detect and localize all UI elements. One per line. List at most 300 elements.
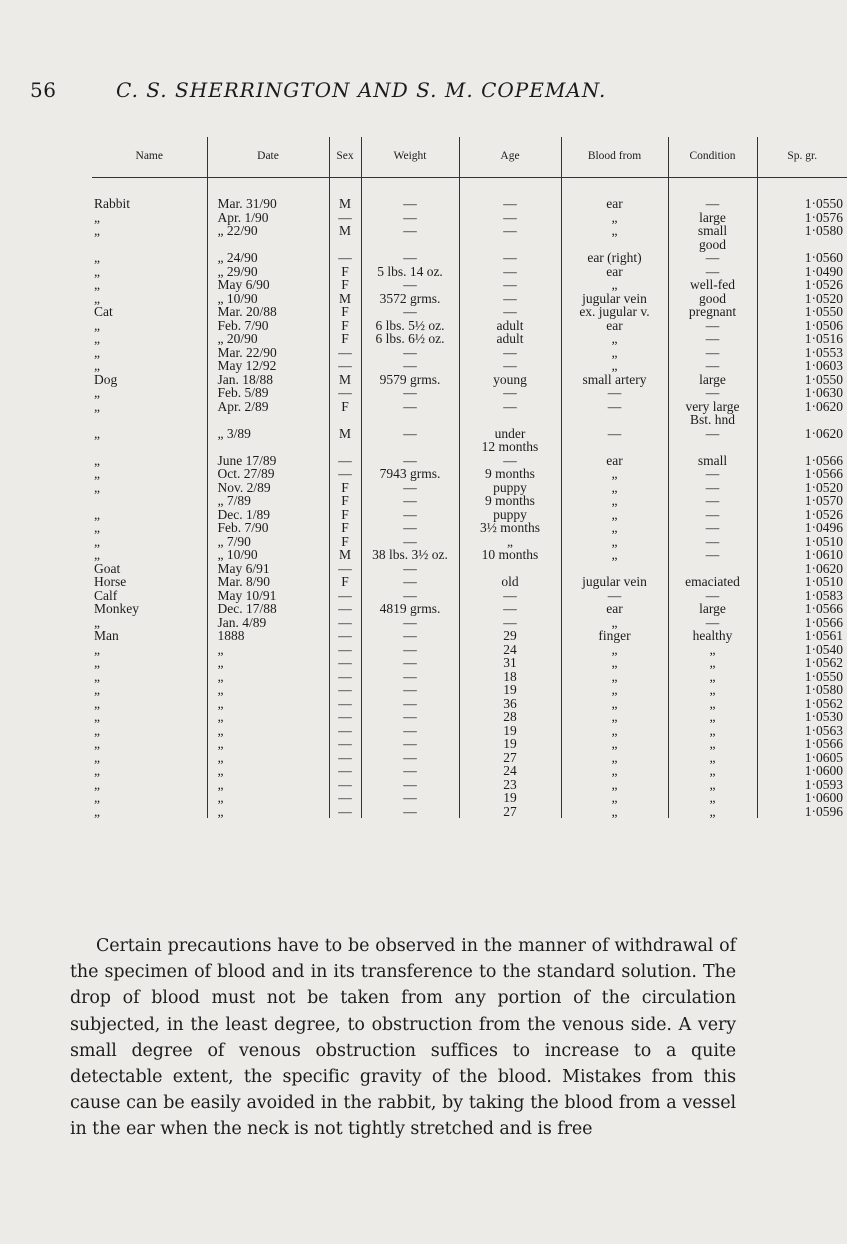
table-cell: — [459,251,561,265]
table-row [92,278,847,292]
table-cell: „ [668,791,757,805]
table-cell: „ [561,737,668,751]
table-cell: Feb. 7/90 [207,521,329,535]
table-cell: 1·0550 [757,670,847,684]
table-cell: „ 24/90 [207,251,329,265]
column-header: Name [92,137,207,178]
column-header: Weight [361,137,459,178]
table-row [92,629,847,643]
table-cell: small good [668,224,757,251]
table-cell: „ [561,332,668,346]
table-row [92,548,847,562]
table-cell: 28 [459,710,561,724]
table-cell: „ [207,737,329,751]
table-cell: — [459,292,561,306]
table-cell: „ 22/90 [207,224,329,251]
table-cell: „ [94,466,100,481]
table-cell: „ [668,778,757,792]
table-cell: „ [561,521,668,535]
table-cell: Dec. 17/88 [207,602,329,616]
table-cell: — [668,427,757,454]
table-cell: 6 lbs. 6½ oz. [361,332,459,346]
table-cell: „ [561,278,668,292]
table-cell: 1888 [207,629,329,643]
table-row [92,791,847,805]
table-cell: 1·0526 [757,278,847,292]
table-cell: 1·0553 [757,346,847,360]
table-cell: adult [459,319,561,333]
table-cell: 1·0600 [757,764,847,778]
table-cell: — [329,211,361,225]
table-cell: „ [207,778,329,792]
page-number: 56 [30,78,57,102]
table-cell: — [459,265,561,279]
table-cell: F [329,305,361,319]
table-cell: „ [94,682,100,697]
table-row [92,265,847,279]
table-row [92,467,847,481]
table-cell: — [329,670,361,684]
table-cell: under 12 months [459,427,561,454]
table-cell: Nov. 2/89 [207,481,329,495]
table-cell: — [361,278,459,292]
table-cell: „ [94,277,100,292]
table-cell: „ [94,344,100,360]
table-cell: 1·0550 [757,178,847,211]
table-cell: „ [561,535,668,549]
table-cell: „ [94,736,100,751]
table-cell: — [329,643,361,657]
table-cell: 1·0516 [757,332,847,346]
table-cell: pregnant [668,305,757,319]
table-cell: „ [94,358,100,373]
table-cell: — [361,427,459,454]
table-cell: „ 7/89 [207,494,329,508]
table-cell: 1·0562 [757,656,847,670]
table-cell: 4819 grms. [361,602,459,616]
table-row [92,602,847,616]
table-cell: „ [668,751,757,765]
table-cell: — [361,508,459,522]
table-cell: „ [668,724,757,738]
table-row [92,427,847,454]
table-row [92,805,847,819]
table-cell: 9 months [459,494,561,508]
table-cell: — [459,454,561,468]
table-cell: „ 20/90 [207,332,329,346]
table-cell: „ [668,710,757,724]
table-cell: 19 [459,737,561,751]
table-cell: — [361,697,459,711]
table-cell: — [361,305,459,319]
table-cell: 1·0520 [757,481,847,495]
table-cell: — [361,778,459,792]
table-cell: — [361,616,459,630]
table-cell: „ 29/90 [207,265,329,279]
table-cell: Calf [94,587,118,603]
table-cell: M [329,292,361,306]
table-cell: „ [561,211,668,225]
table-cell [92,494,207,508]
table-cell: „ [94,547,100,562]
table-cell: „ [561,467,668,481]
table-cell: May 10/91 [207,589,329,603]
table-row [92,764,847,778]
table-cell: „ [94,776,100,792]
table-cell: 19 [459,724,561,738]
column-header: Date [207,137,329,178]
table-row [92,535,847,549]
table-row [92,305,847,319]
table-cell: 27 [459,805,561,819]
table-cell: — [361,710,459,724]
table-cell: Goat [94,560,121,576]
table-cell: „ [94,385,100,400]
table-cell: F [329,278,361,292]
table-cell: 36 [459,697,561,711]
table-cell: — [459,211,561,225]
table-cell: — [459,178,561,211]
table-row [92,481,847,495]
table-row [92,778,847,792]
table-cell: Horse [94,574,127,589]
table-row [92,508,847,522]
table-row [92,332,847,346]
table-cell: — [561,427,668,454]
table-cell: — [329,616,361,630]
table-cell: „ 10/90 [207,548,329,562]
table-cell: 31 [459,656,561,670]
table-cell: 1·0566 [757,602,847,616]
table-cell: — [361,481,459,495]
table-cell: 1·0620 [757,562,847,576]
table-cell: „ [94,479,100,495]
table-cell: „ [94,695,100,711]
table-cell: „ [94,263,100,279]
table-cell: — [668,589,757,603]
table-cell: — [329,751,361,765]
table-cell: 19 [459,791,561,805]
table-cell: 1·0540 [757,643,847,657]
table-cell: „ [94,250,100,265]
table-body [92,178,847,819]
table-cell: Mar. 8/90 [207,575,329,589]
paragraph-text: Certain precautions have to be observed in the manner of withdrawal of the specimen of blood and in its transference to the standard solution. The drop of blood must not be taken from any portion of the circulation subjected, in the least degree, to obstruction from the venous side. A very small degree of venous obstruction suffices to increase to a quite detectable extent, the specific gravity of the blood. Mistakes from this cause can be easily avoided in the rabbit, by taking the blood from a vessel in the ear when the neck is not tightly stretched and is free [70,936,736,1140]
table-cell: May 12/92 [207,359,329,373]
table-cell: „ [459,535,561,549]
table-cell: F [329,535,361,549]
column-header: Age [459,137,561,178]
running-title: C. S. SHERRINGTON AND S. M. COPEMAN. [116,78,607,102]
table-cell: — [361,251,459,265]
table-cell: 1·0490 [757,265,847,279]
table-row [92,319,847,333]
table-cell: 10 months [459,548,561,562]
table-cell: — [361,764,459,778]
table-cell: Jan. 4/89 [207,616,329,630]
table-cell: 1·0566 [757,737,847,751]
table-cell: 1·0566 [757,467,847,481]
table-cell: F [329,575,361,589]
table-cell: healthy [668,629,757,643]
table-cell: — [668,346,757,360]
table-cell: 1·0550 [757,373,847,387]
table-cell: 1·0510 [757,575,847,589]
table-cell: „ [207,764,329,778]
table-cell: — [459,224,561,251]
table-cell: puppy [459,508,561,522]
table-row [92,373,847,387]
table-cell: — [361,751,459,765]
column-header: Sex [329,137,361,178]
table-cell: 1·0610 [757,548,847,562]
table-cell: „ [94,533,100,549]
table-row [92,643,847,657]
table-cell: — [361,589,459,603]
table-cell: 1·0560 [757,251,847,265]
table-cell: — [668,332,757,346]
table-cell: „ [561,805,668,819]
table-cell: — [361,805,459,819]
table-cell: „ [94,763,100,778]
table-cell: — [329,656,361,670]
table-cell: — [361,575,459,589]
table-cell: 1·0596 [757,805,847,819]
table-cell: „ [561,656,668,670]
table-cell: — [459,386,561,400]
table-cell: Dog [94,371,118,387]
table-cell: „ [94,317,100,333]
table-cell: Mar. 31/90 [207,178,329,211]
table-cell: 5 lbs. 14 oz. [361,265,459,279]
table-cell: — [668,319,757,333]
table-cell: F [329,332,361,346]
table-row [92,521,847,535]
table-cell: large [668,373,757,387]
table-cell: 1·0510 [757,535,847,549]
table-cell: — [361,359,459,373]
table-cell: — [668,548,757,562]
table-cell: 1·0570 [757,494,847,508]
table-cell: Feb. 5/89 [207,386,329,400]
table-cell: 1·0605 [757,751,847,765]
table-row [92,494,847,508]
table-cell: 1·0566 [757,616,847,630]
table-cell: 24 [459,643,561,657]
table-cell: — [329,251,361,265]
table-cell: large [668,211,757,225]
table-cell: May 6/91 [207,562,329,576]
table-cell: „ [561,710,668,724]
table-cell [668,562,757,576]
table-cell: 1·0620 [757,400,847,427]
table-cell: ear [561,265,668,279]
table-cell: — [459,400,561,427]
table-cell: young [459,373,561,387]
table-cell: „ [561,346,668,360]
table-cell: 9579 grms. [361,373,459,387]
table-cell: — [459,346,561,360]
table-cell: — [459,616,561,630]
table-row [92,683,847,697]
page-header [30,70,770,106]
table-cell: „ 3/89 [207,427,329,454]
table-cell: very large Bst. hnd [668,400,757,427]
table-row [92,589,847,603]
table-cell: — [459,359,561,373]
table-cell: — [329,454,361,468]
table-cell: 24 [459,764,561,778]
table-cell: 1·0563 [757,724,847,738]
table-cell: „ [94,655,100,670]
table-cell: — [329,602,361,616]
table-cell: M [329,373,361,387]
table-cell: 1·0566 [757,454,847,468]
specific-gravity-table [92,137,847,818]
table-cell: 6 lbs. 5½ oz. [361,319,459,333]
table-cell: „ [207,683,329,697]
table-row [92,224,847,251]
table-row [92,751,847,765]
table-cell: 1·0576 [757,211,847,225]
table-row [92,724,847,738]
table-cell: — [361,656,459,670]
table-cell: ear [561,178,668,211]
table-cell: 29 [459,629,561,643]
table-cell: 1·0550 [757,305,847,319]
table-cell: Rabbit [94,196,130,211]
table-cell: — [329,346,361,360]
table-cell: „ [561,724,668,738]
table-cell: 3½ months [459,521,561,535]
table-cell: „ [668,683,757,697]
column-header: Condition [668,137,757,178]
table-cell: 1·0593 [757,778,847,792]
table-cell: — [459,589,561,603]
table-cell: — [361,386,459,400]
table-cell: — [329,359,361,373]
table-cell: „ [207,724,329,738]
table-cell: F [329,319,361,333]
table-cell: 1·0526 [757,508,847,522]
table-cell: — [361,454,459,468]
table-cell: — [459,305,561,319]
table-cell: Jan. 18/88 [207,373,329,387]
table-cell: „ [94,641,100,657]
table-cell: „ [94,506,100,522]
table-cell: „ [668,697,757,711]
table-row [92,386,847,400]
table-row [92,251,847,265]
table-cell: — [459,602,561,616]
table-cell: — [329,467,361,481]
table-cell: — [361,737,459,751]
table-cell: — [361,400,459,427]
table-cell: „ [94,668,100,684]
table-cell: „ [561,683,668,697]
table-cell: F [329,265,361,279]
table-cell: 27 [459,751,561,765]
table-cell: 1·0583 [757,589,847,603]
table-cell: „ [207,751,329,765]
table-cell: Oct. 27/89 [207,467,329,481]
table-cell: „ [668,805,757,819]
table-cell: „ [561,224,668,251]
table-cell: jugular vein [561,575,668,589]
table-cell: — [668,359,757,373]
table-cell: — [329,764,361,778]
table-cell [459,562,561,576]
table-cell: — [329,629,361,643]
table-cell: M [329,427,361,454]
table-cell: — [361,535,459,549]
table-cell: 1·0562 [757,697,847,711]
table-cell: small artery [561,373,668,387]
table-row [92,710,847,724]
table-cell: — [361,346,459,360]
table-cell: — [361,562,459,576]
table-cell: June 17/89 [207,454,329,468]
table-cell: — [329,562,361,576]
table-cell: 23 [459,778,561,792]
table-cell: „ [668,670,757,684]
table-cell: — [668,481,757,495]
table-cell: „ [94,398,100,414]
table-cell: — [329,683,361,697]
table-cell: — [668,494,757,508]
table-cell: Dec. 1/89 [207,508,329,522]
table-cell: F [329,521,361,535]
table-cell: 1·0530 [757,710,847,724]
table-cell: — [329,805,361,819]
body-paragraph [70,933,736,1143]
table-cell: „ [561,548,668,562]
table-cell: F [329,481,361,495]
table-cell: — [361,629,459,643]
table-cell: emaciated [668,575,757,589]
table-cell: „ [207,697,329,711]
table-cell: — [329,724,361,738]
table-cell: M [329,178,361,211]
table-cell: 18 [459,670,561,684]
table-cell: ear [561,602,668,616]
table-row [92,359,847,373]
table-cell: „ [668,643,757,657]
table-cell: Monkey [94,601,139,616]
table-cell: „ [207,791,329,805]
table-cell: Mar. 22/90 [207,346,329,360]
table-row [92,178,847,211]
table-row [92,211,847,225]
table-cell: „ [94,452,100,468]
table-cell: — [561,386,668,400]
table-cell: Man [94,628,119,643]
table-row [92,670,847,684]
table-cell: 9 months [459,467,561,481]
table-cell: — [361,683,459,697]
table-cell: „ [561,481,668,495]
table-cell: — [361,724,459,738]
table-cell: „ [94,803,100,819]
table-cell: F [329,494,361,508]
table-cell: „ [94,520,100,535]
table-cell: „ 7/90 [207,535,329,549]
table-cell: — [329,778,361,792]
table-cell: 1·0603 [757,359,847,373]
table-cell [561,562,668,576]
table-cell: „ [94,722,100,738]
table-cell: Feb. 7/90 [207,319,329,333]
